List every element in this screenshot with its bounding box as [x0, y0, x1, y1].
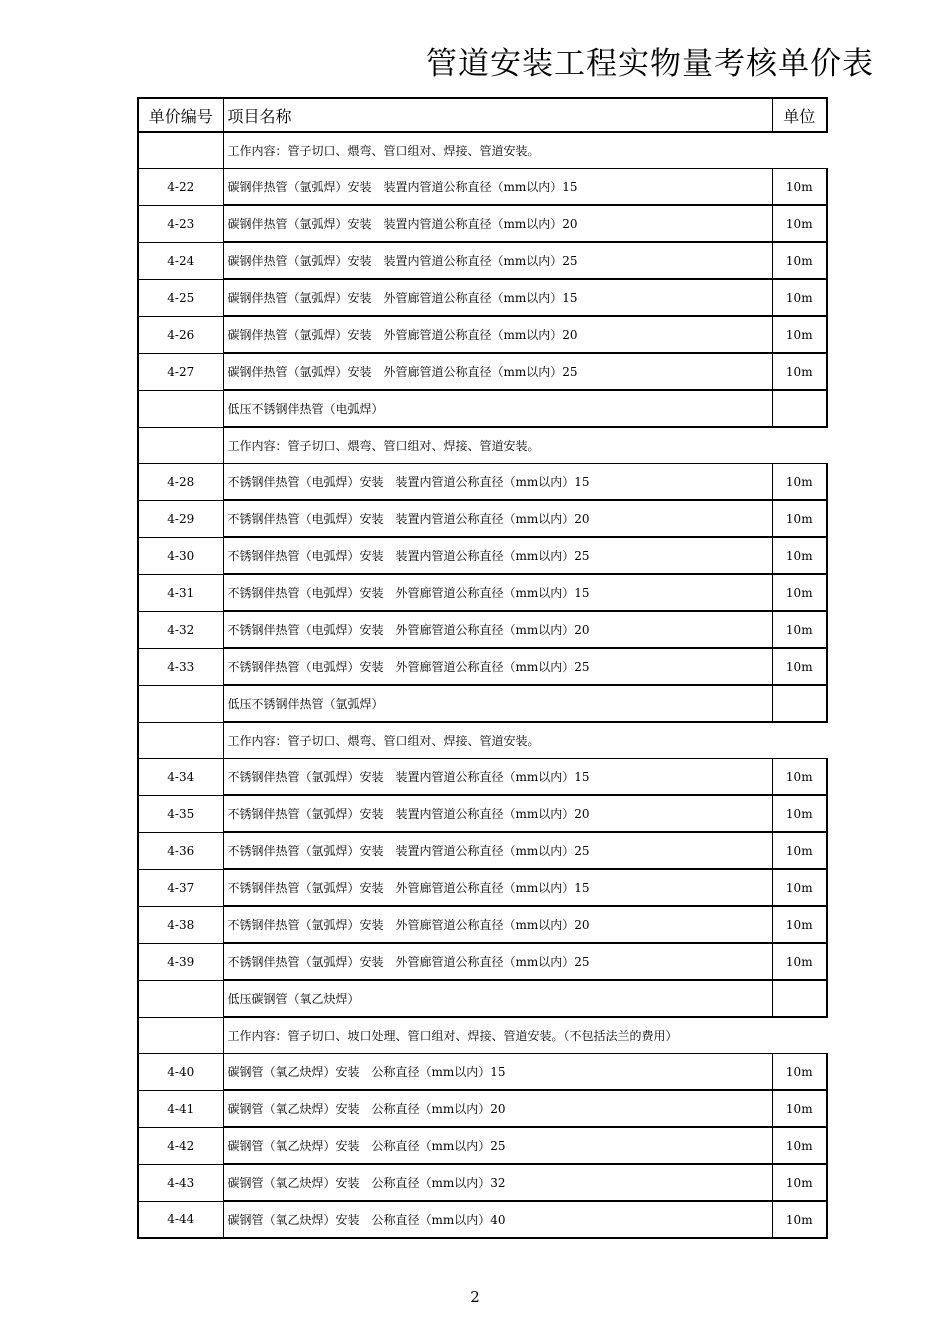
table-row [138, 759, 827, 796]
code-cell: 4-34 [138, 759, 223, 796]
name-cell: 不锈钢伴热管（氩弧焊）安装 装置内管道公称直径（mm以内）20 [223, 795, 772, 832]
name-cell: 碳钢伴热管（氩弧焊）安装 外管廊管道公称直径（mm以内）15 [223, 279, 772, 316]
work-content-row [138, 132, 827, 169]
name-cell: 不锈钢伴热管（电弧焊）安装 外管廊管道公称直径（mm以内）25 [223, 648, 772, 685]
code-cell: 4-41 [138, 1090, 223, 1127]
table-row [138, 795, 827, 832]
code-cell: 4-33 [138, 648, 223, 685]
code-cell [138, 427, 223, 464]
unit-cell: 10m [772, 537, 827, 574]
work-content-cell: 工作内容：管子切口、煨弯、管口组对、焊接、管道安装。 [223, 427, 827, 464]
unit-cell: 10m [772, 869, 827, 906]
code-cell: 4-35 [138, 795, 223, 832]
name-cell: 不锈钢伴热管（电弧焊）安装 装置内管道公称直径（mm以内）15 [223, 464, 772, 501]
name-cell: 碳钢管（氧乙炔焊）安装 公称直径（mm以内）40 [223, 1201, 772, 1238]
table-row [138, 611, 827, 648]
table-row [138, 943, 827, 980]
name-cell: 不锈钢伴热管（电弧焊）安装 外管廊管道公称直径（mm以内）15 [223, 574, 772, 611]
unit-cell: 10m [772, 574, 827, 611]
name-cell: 低压不锈钢伴热管（氩弧焊） [223, 685, 772, 722]
unit-cell: 10m [772, 943, 827, 980]
table-row [138, 279, 827, 316]
header-code: 单价编号 [138, 98, 223, 132]
unit-cell: 10m [772, 906, 827, 943]
code-cell: 4-39 [138, 943, 223, 980]
unit-cell: 10m [772, 1090, 827, 1127]
section-row [138, 685, 827, 722]
code-cell [138, 1017, 223, 1054]
unit-cell: 10m [772, 169, 827, 206]
name-cell: 碳钢管（氧乙炔焊）安装 公称直径（mm以内）32 [223, 1164, 772, 1201]
table-row [138, 574, 827, 611]
page-title: 管道安装工程实物量考核单价表 [426, 46, 874, 82]
code-cell: 4-22 [138, 169, 223, 206]
table-row [138, 205, 827, 242]
table-row [138, 906, 827, 943]
unit-cell: 10m [772, 795, 827, 832]
table-row [138, 832, 827, 869]
name-cell: 碳钢伴热管（氩弧焊）安装 装置内管道公称直径（mm以内）15 [223, 169, 772, 206]
name-cell: 低压碳钢管（氧乙炔焊） [223, 980, 772, 1017]
code-cell: 4-25 [138, 279, 223, 316]
unit-cell: 10m [772, 1127, 827, 1164]
code-cell: 4-36 [138, 832, 223, 869]
code-cell: 4-26 [138, 316, 223, 353]
table-row [138, 1127, 827, 1164]
code-cell: 4-38 [138, 906, 223, 943]
table-header-row [138, 98, 827, 132]
name-cell: 不锈钢伴热管（氩弧焊）安装 装置内管道公称直径（mm以内）25 [223, 832, 772, 869]
name-cell: 不锈钢伴热管（氩弧焊）安装 外管廊管道公称直径（mm以内）15 [223, 869, 772, 906]
name-cell: 不锈钢伴热管（电弧焊）安装 装置内管道公称直径（mm以内）25 [223, 537, 772, 574]
code-cell: 4-42 [138, 1127, 223, 1164]
name-cell: 碳钢伴热管（氩弧焊）安装 外管廊管道公称直径（mm以内）25 [223, 353, 772, 390]
header-name: 项目名称 [223, 98, 772, 132]
table-row [138, 1090, 827, 1127]
unit-cell: 10m [772, 611, 827, 648]
work-content-row [138, 1017, 827, 1054]
code-cell [138, 132, 223, 169]
name-cell: 不锈钢伴热管（电弧焊）安装 外管廊管道公称直径（mm以内）20 [223, 611, 772, 648]
code-cell: 4-23 [138, 205, 223, 242]
code-cell: 4-31 [138, 574, 223, 611]
name-cell: 碳钢伴热管（氩弧焊）安装 装置内管道公称直径（mm以内）20 [223, 205, 772, 242]
table-row [138, 464, 827, 501]
table-row [138, 500, 827, 537]
table-row [138, 242, 827, 279]
code-cell: 4-40 [138, 1054, 223, 1091]
code-cell: 4-27 [138, 353, 223, 390]
unit-cell: 10m [772, 353, 827, 390]
unit-price-table [137, 97, 828, 1239]
name-cell: 碳钢伴热管（氩弧焊）安装 装置内管道公称直径（mm以内）25 [223, 242, 772, 279]
table-row [138, 353, 827, 390]
name-cell: 不锈钢伴热管（氩弧焊）安装 外管廊管道公称直径（mm以内）25 [223, 943, 772, 980]
section-row [138, 980, 827, 1017]
work-content-row [138, 427, 827, 464]
name-cell: 不锈钢伴热管（氩弧焊）安装 装置内管道公称直径（mm以内）15 [223, 759, 772, 796]
code-cell: 4-24 [138, 242, 223, 279]
code-cell: 4-28 [138, 464, 223, 501]
code-cell [138, 980, 223, 1017]
name-cell: 不锈钢伴热管（氩弧焊）安装 外管廊管道公称直径（mm以内）20 [223, 906, 772, 943]
table-row [138, 1201, 827, 1238]
table-row [138, 1164, 827, 1201]
unit-cell: 10m [772, 464, 827, 501]
section-row [138, 390, 827, 427]
table-row [138, 869, 827, 906]
work-content-cell: 工作内容：管子切口、煨弯、管口组对、焊接、管道安装。 [223, 132, 827, 169]
code-cell [138, 390, 223, 427]
unit-cell: 10m [772, 1054, 827, 1091]
unit-cell [772, 685, 827, 722]
unit-cell: 10m [772, 205, 827, 242]
name-cell: 不锈钢伴热管（电弧焊）安装 装置内管道公称直径（mm以内）20 [223, 500, 772, 537]
table-body [138, 132, 827, 1238]
unit-cell: 10m [772, 759, 827, 796]
code-cell: 4-32 [138, 611, 223, 648]
code-cell [138, 685, 223, 722]
unit-cell: 10m [772, 279, 827, 316]
name-cell: 碳钢管（氧乙炔焊）安装 公称直径（mm以内）15 [223, 1054, 772, 1091]
code-cell: 4-30 [138, 537, 223, 574]
work-content-row [138, 722, 827, 759]
page-number: 2 [470, 1288, 480, 1306]
code-cell [138, 722, 223, 759]
unit-cell: 10m [772, 316, 827, 353]
name-cell: 碳钢管（氧乙炔焊）安装 公称直径（mm以内）20 [223, 1090, 772, 1127]
unit-cell [772, 390, 827, 427]
work-content-cell: 工作内容：管子切口、煨弯、管口组对、焊接、管道安装。 [223, 722, 827, 759]
table-row [138, 648, 827, 685]
header-unit: 单位 [772, 98, 827, 132]
unit-cell: 10m [772, 648, 827, 685]
name-cell: 碳钢管（氧乙炔焊）安装 公称直径（mm以内）25 [223, 1127, 772, 1164]
table-row [138, 169, 827, 206]
code-cell: 4-44 [138, 1201, 223, 1238]
unit-cell: 10m [772, 242, 827, 279]
unit-cell: 10m [772, 500, 827, 537]
table-row [138, 537, 827, 574]
unit-cell: 10m [772, 1164, 827, 1201]
code-cell: 4-43 [138, 1164, 223, 1201]
code-cell: 4-37 [138, 869, 223, 906]
code-cell: 4-29 [138, 500, 223, 537]
table-row [138, 1054, 827, 1091]
table-row [138, 316, 827, 353]
name-cell: 低压不锈钢伴热管（电弧焊） [223, 390, 772, 427]
unit-cell: 10m [772, 1201, 827, 1238]
unit-cell [772, 980, 827, 1017]
name-cell: 碳钢伴热管（氩弧焊）安装 外管廊管道公称直径（mm以内）20 [223, 316, 772, 353]
unit-cell: 10m [772, 832, 827, 869]
work-content-cell: 工作内容：管子切口、坡口处理、管口组对、焊接、管道安装。（不包括法兰的费用） [223, 1017, 827, 1054]
